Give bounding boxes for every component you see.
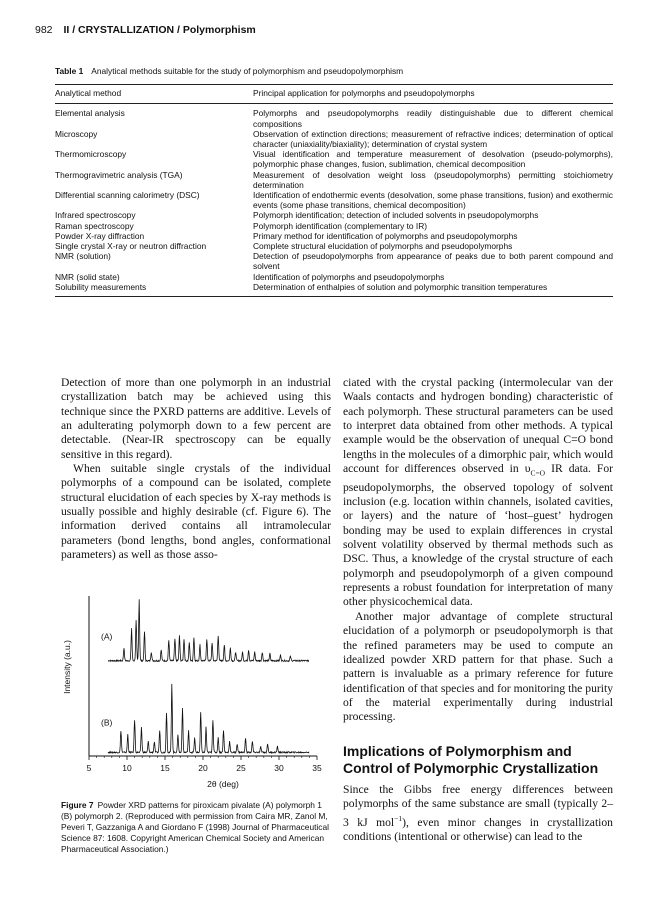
table-row (55, 221, 613, 231)
page-number: 982 (35, 24, 53, 36)
table-label: Table 1 (55, 66, 84, 76)
section-heading: Implications of Polymorphism and Control of Polymorphic Crystallization (343, 743, 599, 776)
table-cell-method: NMR (solution) (55, 251, 111, 262)
nu-symbol: υ (524, 462, 531, 476)
table-row (55, 251, 613, 271)
table-cell-method: Elemental analysis (55, 108, 125, 119)
table-cell-application: Determination of enthalpies of solution and polymorphic transition temperatures (253, 281, 548, 292)
table-cell-application: Complete structural elucidation of polymorphs and pseudopolymorphs (253, 241, 513, 252)
right-paragraph-2: Another major advantage of complete structural elucidation of a polymorph or pseudopolymorph is that the refined parameters may be used to compute an idealized powder XRD pattern for that phase. Such a pattern is invaluable as a primary reference for future identification of that species and for monitoring the purity of the material experimentally during industrial processing. (343, 609, 613, 724)
table-cell-method: Raman spectroscopy (55, 220, 134, 231)
table-cell-application: Observation of extinction directions; measurement of refractive indices; determination of optical character (uniaxiality/biaxiality); determination of crystal system (253, 128, 613, 150)
series-line-a (108, 599, 309, 661)
table-caption-text: Analytical methods suitable for the study of polymorphism and pseudopolymorphism (91, 66, 404, 76)
table-bottom-rule (55, 296, 613, 297)
series-label: (B) (101, 717, 113, 728)
table-cell-method: Thermomicroscopy (55, 149, 127, 160)
table-caption (55, 66, 613, 76)
x-axis-label: 2θ (deg) (207, 779, 239, 789)
left-column (61, 376, 331, 562)
table-row (55, 190, 613, 210)
running-head-title: II / CRYSTALLIZATION / Polymorphism (63, 24, 256, 36)
table-cell-method: Infrared spectroscopy (55, 210, 136, 221)
table-cell-application: Identification of polymorphs and pseudopolymorphs (253, 271, 445, 282)
table-cell-application: Polymorph identification (complementary to IR) (253, 220, 428, 231)
table-row (55, 149, 613, 169)
right-paragraph-1 (343, 376, 613, 610)
table-body (55, 104, 613, 296)
table-cell-method: Solubility measurements (55, 281, 147, 292)
table-cell-method: NMR (solid state) (55, 271, 120, 282)
table-cell-method: Microscopy (55, 128, 98, 139)
table-row (55, 272, 613, 282)
table-1 (55, 66, 613, 297)
y-axis-label: Intensity (a.u.) (62, 640, 72, 694)
table-row (55, 108, 613, 128)
chart-series (101, 599, 309, 753)
x-tick-label: 10 (122, 763, 132, 773)
right-paragraph-3-part-1: Since the Gibbs free energy differences between polymorphs of the same substance are small (typically 2–3 kJ mol (343, 783, 613, 829)
left-paragraph-2: When suitable single crystals of the individual polymorphs of a compound can be isolated, complete structural elucidation of each species by X-ray methods is usually possible and highly desirable (cf. Figure 6). The information derived contains all intramolecular parameters (bond lengths, bond angles, conformational parameters) as well as those asso- (61, 462, 331, 562)
x-tick-label: 20 (198, 763, 208, 773)
table-cell-application: Primary method for identification of polymorphs and pseudopolymorphs (253, 230, 518, 241)
table-row (55, 241, 613, 251)
right-paragraph-1-part-2: IR data. For pseudopolymorphs, the observed topology of solvent inclusion (e.g. location within channels, isolated cavities, or layers) and the nature of ‘host–guest’ hydrogen bonding may be used to explain differences in crystal solvent volatility observed by thermal methods such as DSC. Thus, a knowledge of the crystal structure of each polymorph and pseudopolymorph of a given compound represents a robust foundation for interpretation of many other physicochemical data. (343, 462, 613, 609)
table-row (55, 210, 613, 220)
figure-caption-text: Powder XRD patterns for piroxicam pivalate (A) polymorph 1 (B) polymorph 2. (Reproduced with permission from Caira MR, Zanol M, Peveri T, Gazzaniga A and Giordano F (1998) Journal of Pharmaceutical Science 87: 1608. Copyright American Chemical Society and American Pharmaceutical Association.) (61, 800, 329, 855)
table-cell-method: Powder X-ray diffraction (55, 230, 145, 241)
right-paragraph-3-part-2: ), even minor changes in crystallization conditions (intentional or otherwise) can lead to the (343, 815, 613, 843)
series-line-b (108, 684, 309, 753)
table-header-application: Principal application for polymorphs and pseudopolymorphs (253, 88, 475, 99)
table-cell-method: Thermogravimetric analysis (TGA) (55, 169, 183, 180)
right-column (343, 376, 613, 725)
x-tick-label: 5 (86, 763, 92, 773)
table-row (55, 282, 613, 292)
figure-7 (57, 590, 333, 792)
figure-caption (61, 800, 333, 855)
running-head (35, 24, 256, 36)
table-cell-application: Polymorph identification; detection of included solvents in pseudopolymorphs (253, 210, 539, 221)
table-header-row (55, 85, 613, 103)
table-cell-method: Single crystal X-ray or neutron diffraction (55, 241, 207, 252)
x-tick-label: 25 (236, 763, 246, 773)
left-paragraph-1: Detection of more than one polymorph in an industrial crystallization batch may be achieved using this technique since the PXRD patterns are additive. Levels of an adulterating polymorph down to a few percent are detectable. (Near-IR spectroscopy can be equally sensitive in this regard). (61, 376, 331, 461)
table-cell-application: Visual identification and temperature measurement of desolvation (pseudo-polymorphs), polymorphic phase changes, fusion, sublimation, chemical decomposition (253, 149, 613, 170)
figure-label: Figure 7 (61, 800, 94, 810)
table-cell-application: Polymorphs and pseudopolymorphs readily distinguishable due to different chemical compositions (253, 108, 613, 129)
right-paragraph-1-part-1: ciated with the crystal packing (intermolecular van der Waals contacts and hydrogen bonding) characteristic of each polymorph. These structural parameters can be used to interpret data obtained from other methods. A typical example would be the observation of unequal C=O bond lengths in the molecules of a dimorphic pair, which would account for differences observed in (343, 376, 613, 476)
x-tick-label: 30 (274, 763, 284, 773)
series-label: (A) (101, 631, 113, 642)
xrd-chart (57, 590, 333, 792)
table-cell-method: Differential scanning calorimetry (DSC) (55, 190, 200, 201)
table-cell-application: Detection of pseudopolymorphs from appearance of peaks due to both parent compound and solvent (253, 251, 613, 272)
x-tick-label: 15 (160, 763, 170, 773)
table-row (55, 170, 613, 190)
nu-subscript: C=O (530, 468, 546, 478)
right-paragraph-3-superscript: −1 (394, 813, 403, 823)
table-row (55, 231, 613, 241)
table-header-method: Analytical method (55, 88, 122, 99)
right-column-continued (343, 783, 613, 844)
table-row (55, 129, 613, 149)
x-tick-label: 35 (312, 763, 322, 773)
right-paragraph-3 (343, 783, 613, 844)
table-cell-application: Identification of endothermic events (desolvation, some phase transitions, fusion) and exothermic events (some phase transitions, chemical decomposition) (253, 190, 613, 211)
table-cell-application: Measurement of desolvation weight loss (pseudopolymorphs) permitting stoichiometry determination (253, 169, 613, 190)
